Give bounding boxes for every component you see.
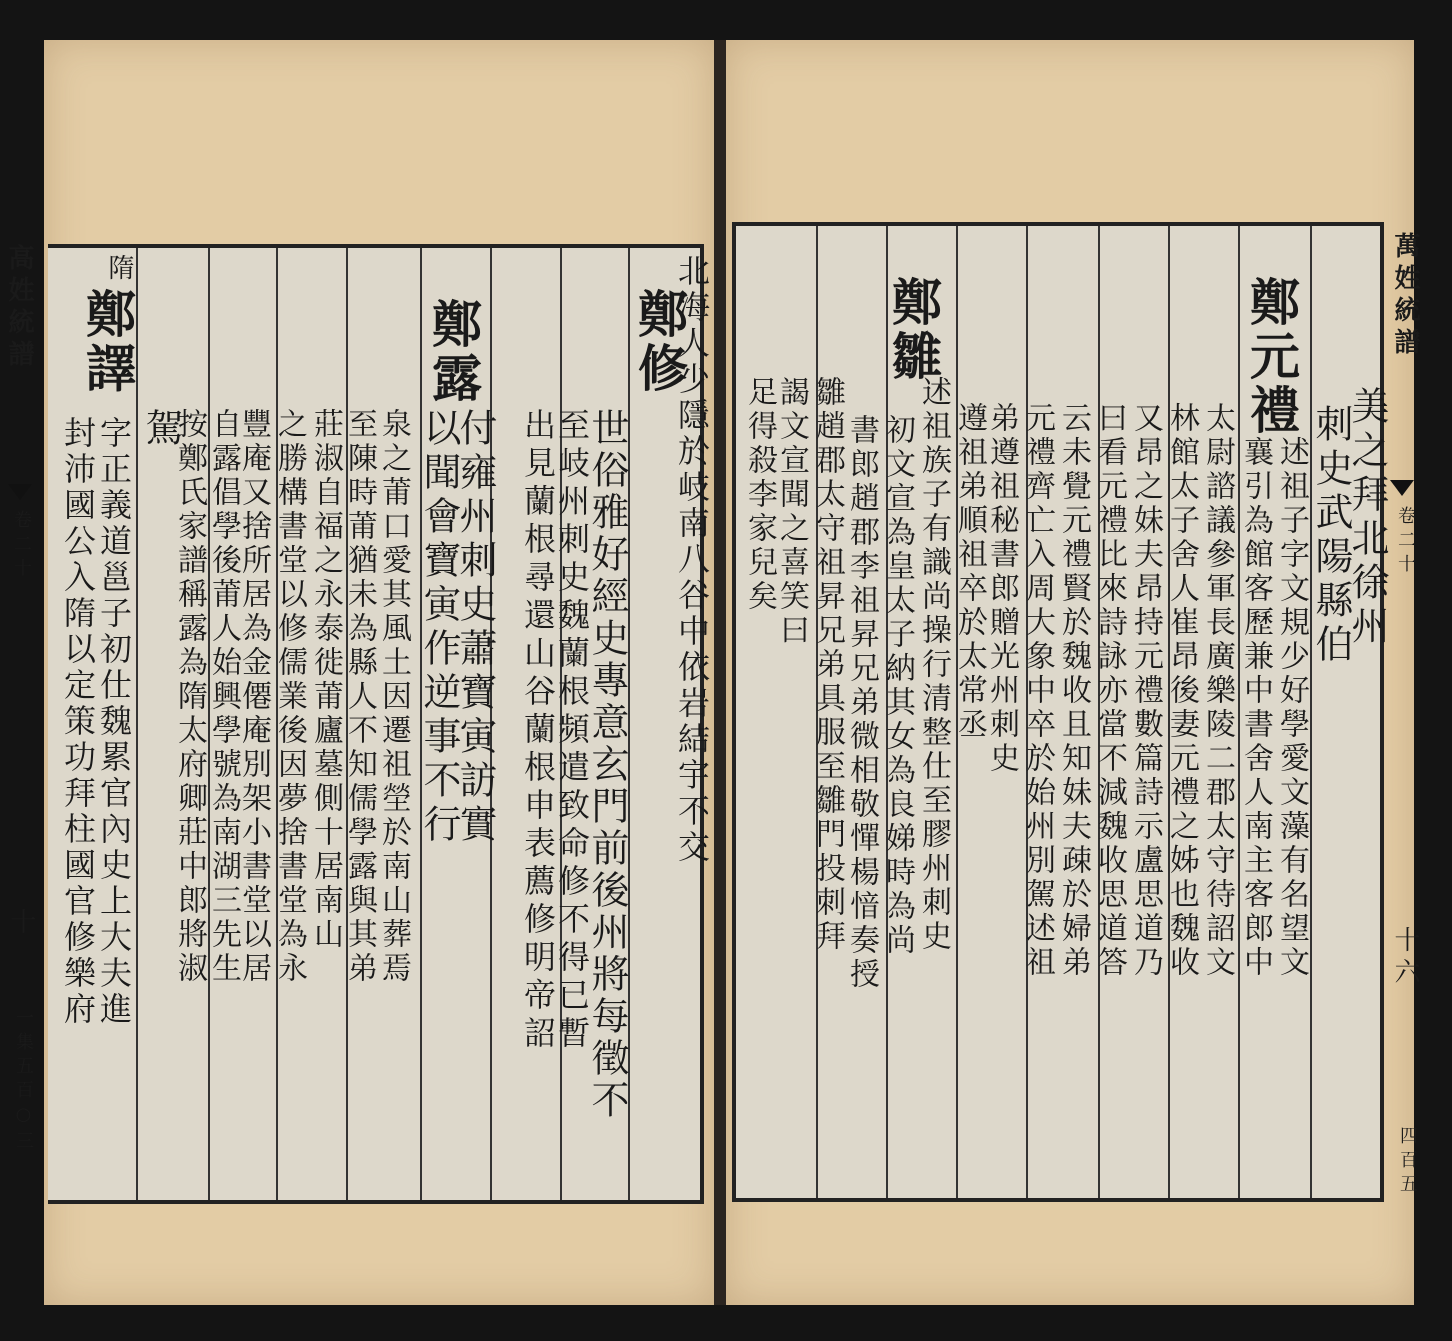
- text-column: 世俗雅好經史專意玄門前後州將每徵不: [585, 408, 629, 1122]
- text-column: 書郎趙郡李祖昇兄弟微相敬憚楊愔奏授: [844, 414, 879, 992]
- text-column: 駕: [139, 408, 183, 452]
- text-column: 之勝構書堂以修儒業後因夢捨書堂為永: [272, 408, 307, 986]
- entry-name: 鄭修: [630, 288, 689, 396]
- text-column: 弟遵祖秘書郎贈光州刺史: [984, 402, 1019, 776]
- text-column: 出見蘭根尋還山谷蘭根申表薦修明帝詔: [519, 408, 557, 1054]
- entry-name: 鄭譯: [78, 288, 137, 396]
- margin-bottom-note: 四百五: [1397, 1126, 1418, 1198]
- text-column: 北海人少隱於岐南八谷中依岩結宇不交: [673, 254, 711, 866]
- text-column: 初文宣為皇太子納其女為良娣時為尚: [880, 414, 915, 958]
- text-column: 太尉諮議參軍長廣樂陵二郡太守待詔文: [1200, 402, 1235, 980]
- margin-title: 萬姓統譜: [1390, 232, 1420, 360]
- text-column: 自露倡學後莆人始興學號為南湖三先生: [206, 408, 241, 986]
- text-column: 謁文宣聞之喜笑曰: [774, 376, 809, 648]
- dynasty-mark: 隋: [104, 254, 134, 286]
- entry-name: 鄭元禮: [1242, 276, 1301, 438]
- text-column: 封沛國公入隋以定策功拜柱國官修樂府: [59, 416, 97, 1028]
- entry-name: 鄭露: [424, 298, 483, 406]
- text-column: 遵祖弟順祖卒於太常丞: [952, 402, 987, 742]
- text-column: 云未覺元禮賢於魏收且知妹夫疎於婦弟: [1056, 402, 1091, 980]
- margin-page-number: 十: [6, 908, 36, 940]
- text-column: 付雍州刺史蕭寶寅訪實: [453, 408, 497, 848]
- text-column: 又昂之妹夫昂持元禮數篇詩示盧思道乃: [1128, 402, 1163, 980]
- text-column: 豐庵又捨所居為金僊庵別架小書堂以居: [236, 408, 271, 986]
- margin-volume: 卷二十: [1395, 506, 1416, 578]
- fishtail-mark: [8, 484, 32, 500]
- text-column: 莊淑自福之永泰徙莆廬墓側十居南山: [308, 408, 343, 952]
- text-column: 至岐州刺史魏蘭根頻遣致命修不得已暫: [553, 408, 591, 1054]
- text-column: 元禮齊亡入周大象中卒於始州別駕述祖: [1020, 402, 1055, 980]
- fishtail-mark: [1390, 480, 1414, 496]
- text-column: 以聞會寶寅作逆事不行: [417, 408, 461, 848]
- text-column: 泉之莆口愛其風土因遷祖塋於南山葬焉: [376, 408, 411, 986]
- text-column: 述祖子字文規少好學愛文藻有名望文: [1274, 436, 1309, 980]
- book-gutter: [714, 40, 726, 1305]
- text-column: 字正義道邕子初仕魏累官內史上大夫進: [95, 416, 133, 1028]
- right-page-frame: [732, 222, 1420, 1202]
- margin-bottom-note: 一集五百○三: [13, 1008, 34, 1155]
- left-page-frame: [4, 244, 711, 1204]
- text-column: 曰看元禮比來詩詠亦當不減魏收思道答: [1092, 402, 1127, 980]
- text-column: 按鄭氏家譜稱露為隋太府卿莊中郎將淑: [172, 408, 207, 986]
- margin-title: 高姓統譜: [4, 244, 34, 372]
- margin-volume: 卷二十: [11, 510, 32, 582]
- text-column: 襄引為館客歷兼中書舍人南主客郎中: [1238, 436, 1273, 980]
- column-rule: [1310, 226, 1312, 1198]
- text-column: 述祖族子有識尚操行清整仕至膠州刺史: [916, 376, 951, 954]
- entry-name: 鄭雛: [884, 276, 943, 384]
- text-column: 刺史武陽縣伯: [1309, 404, 1353, 668]
- text-column: 足得殺李家兒矣: [742, 376, 777, 614]
- text-column: 美之拜北徐州: [1345, 386, 1389, 650]
- margin-page-number: 十六: [1390, 926, 1420, 990]
- text-column: 雛趙郡太守祖昇兄弟具服至雛門投刺拜: [810, 376, 845, 954]
- text-column: 林館太子舍人崔昂後妻元禮之姊也魏收: [1164, 402, 1199, 980]
- text-column: 至陳時莆猶未為縣人不知儒學露與其弟: [342, 408, 377, 986]
